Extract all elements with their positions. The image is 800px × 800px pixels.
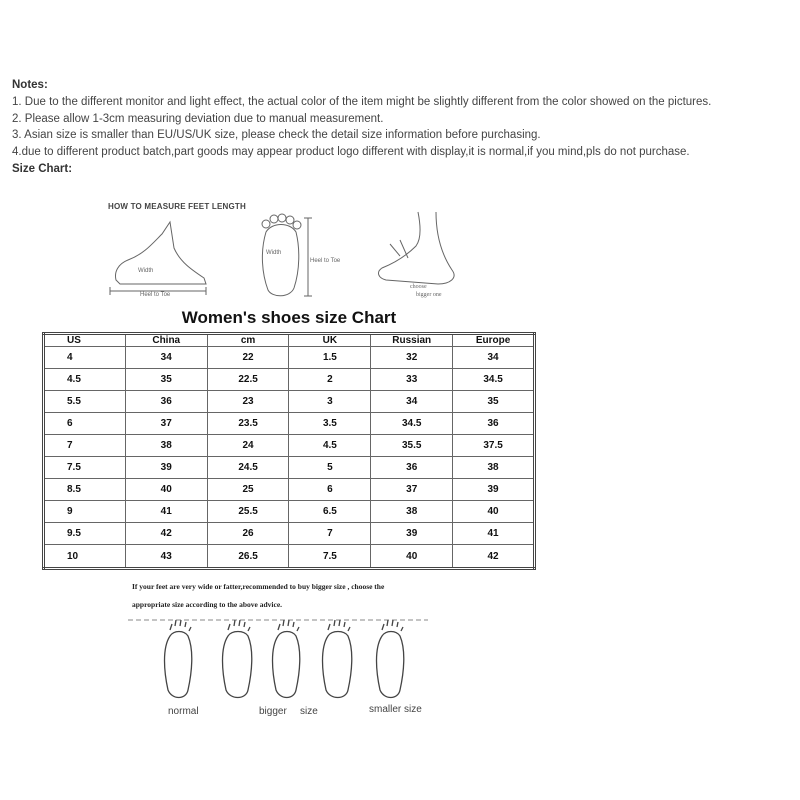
cell-us: 5.5 xyxy=(44,391,126,413)
advice-line-2: appropriate size according to the above advice. xyxy=(132,600,283,609)
cell-russian: 38 xyxy=(371,501,453,523)
cell-us: 7 xyxy=(44,435,126,457)
heel-to-toe-label-2: Heel to Toe xyxy=(310,258,341,264)
cell-cm: 24 xyxy=(207,435,289,457)
cell-cm: 23 xyxy=(207,391,289,413)
smaller-footprint-icon-2 xyxy=(377,620,404,698)
cell-russian: 35.5 xyxy=(371,435,453,457)
cell-uk: 6.5 xyxy=(289,501,371,523)
cell-russian: 33 xyxy=(371,369,453,391)
cell-uk: 7 xyxy=(289,523,371,545)
cell-europe: 35 xyxy=(453,391,535,413)
table-row xyxy=(44,457,535,479)
table-row xyxy=(44,479,535,501)
normal-label: normal xyxy=(168,706,199,717)
cell-cm: 26 xyxy=(207,523,289,545)
size-label: size xyxy=(300,706,318,717)
note-item-3: 3. Asian size is smaller than EU/US/UK size, please check the detail size information before purchasing. xyxy=(12,129,541,142)
width-label: Width xyxy=(138,268,154,274)
normal-footprint-icon xyxy=(165,620,192,698)
table-row xyxy=(44,413,535,435)
cell-china: 35 xyxy=(125,369,207,391)
cell-europe: 42 xyxy=(453,545,535,569)
leg-foot-icon xyxy=(379,212,455,284)
cell-cm: 22 xyxy=(207,347,289,369)
cell-uk: 3 xyxy=(289,391,371,413)
cell-cm: 25 xyxy=(207,479,289,501)
side-foot-icon xyxy=(110,222,206,295)
cell-uk: 4.5 xyxy=(289,435,371,457)
header-us: US xyxy=(44,334,126,347)
smaller-size-label: smaller size xyxy=(369,704,422,715)
header-cm: cm xyxy=(207,334,289,347)
cell-china: 43 xyxy=(125,545,207,569)
header-uk: UK xyxy=(289,334,371,347)
bigger-one-label: bigger one xyxy=(416,292,442,298)
size-chart-label: Size Chart: xyxy=(12,162,73,175)
cell-russian: 37 xyxy=(371,479,453,501)
note-item-1: 1. Due to the different monitor and light effect, the actual color of the item might be slightly different from the color showed on the pictures. xyxy=(12,95,712,108)
table-row xyxy=(44,369,535,391)
bigger-footprint-icon-2 xyxy=(273,620,300,698)
cell-europe: 40 xyxy=(453,501,535,523)
table-row xyxy=(44,435,535,457)
table-row xyxy=(44,347,535,369)
footprints-drawing xyxy=(128,612,438,704)
cell-cm: 23.5 xyxy=(207,413,289,435)
notes-section xyxy=(12,77,711,178)
cell-cm: 24.5 xyxy=(207,457,289,479)
smaller-footprint-icon xyxy=(323,620,352,698)
header-russian: Russian xyxy=(371,334,453,347)
cell-russian: 39 xyxy=(371,523,453,545)
cell-us: 6 xyxy=(44,413,126,435)
bigger-footprint-icon xyxy=(223,620,252,698)
cell-china: 34 xyxy=(125,347,207,369)
cell-us: 7.5 xyxy=(44,457,126,479)
note-item-2: 2. Please allow 1-3cm measuring deviation due to manual measurement. xyxy=(12,112,384,125)
cell-china: 38 xyxy=(125,435,207,457)
advice-line-1: If your feet are very wide or fatter,recommended to buy bigger size , choose the xyxy=(132,582,385,591)
cell-us: 10 xyxy=(44,545,126,569)
cell-europe: 34.5 xyxy=(453,369,535,391)
cell-china: 42 xyxy=(125,523,207,545)
cell-uk: 2 xyxy=(289,369,371,391)
cell-russian: 32 xyxy=(371,347,453,369)
cell-europe: 39 xyxy=(453,479,535,501)
table-row xyxy=(44,545,535,569)
cell-uk: 6 xyxy=(289,479,371,501)
cell-uk: 5 xyxy=(289,457,371,479)
cell-us: 4.5 xyxy=(44,369,126,391)
chart-title: Women's shoes size Chart xyxy=(181,308,397,327)
cell-china: 40 xyxy=(125,479,207,501)
advice-text xyxy=(132,578,384,614)
cell-us: 9 xyxy=(44,501,126,523)
cell-us: 8.5 xyxy=(44,479,126,501)
how-to-measure-illustration xyxy=(100,192,480,304)
foot-width-comparison xyxy=(128,612,438,722)
width-label-2: Width xyxy=(266,250,282,256)
cell-uk: 1.5 xyxy=(289,347,371,369)
cell-china: 36 xyxy=(125,391,207,413)
cell-uk: 7.5 xyxy=(289,545,371,569)
cell-russian: 36 xyxy=(371,457,453,479)
cell-uk: 3.5 xyxy=(289,413,371,435)
cell-china: 41 xyxy=(125,501,207,523)
cell-cm: 25.5 xyxy=(207,501,289,523)
cell-russian: 40 xyxy=(371,545,453,569)
cell-europe: 34 xyxy=(453,347,535,369)
cell-europe: 37.5 xyxy=(453,435,535,457)
heel-to-toe-label: Heel to Toe xyxy=(140,292,171,298)
cell-us: 9.5 xyxy=(44,523,126,545)
measure-caption: HOW TO MEASURE FEET LENGTH xyxy=(108,202,246,211)
cell-us: 4 xyxy=(44,347,126,369)
table-row xyxy=(44,523,535,545)
table-row xyxy=(44,391,535,413)
bigger-label: bigger xyxy=(259,706,287,717)
table-header-row xyxy=(44,334,535,347)
cell-cm: 22.5 xyxy=(207,369,289,391)
header-china: China xyxy=(125,334,207,347)
cell-europe: 41 xyxy=(453,523,535,545)
note-item-4: 4.due to different product batch,part goods may appear product logo different with display,it is normal,if you mind,pls do not purchase. xyxy=(12,146,690,159)
cell-china: 39 xyxy=(125,457,207,479)
cell-europe: 36 xyxy=(453,413,535,435)
cell-cm: 26.5 xyxy=(207,545,289,569)
size-table xyxy=(42,332,536,570)
cell-china: 37 xyxy=(125,413,207,435)
cell-russian: 34 xyxy=(371,391,453,413)
cell-russian: 34.5 xyxy=(371,413,453,435)
notes-title: Notes: xyxy=(12,79,48,91)
table-row xyxy=(44,501,535,523)
choose-label: choose xyxy=(410,284,427,290)
cell-europe: 38 xyxy=(453,457,535,479)
header-europe: Europe xyxy=(453,334,535,347)
